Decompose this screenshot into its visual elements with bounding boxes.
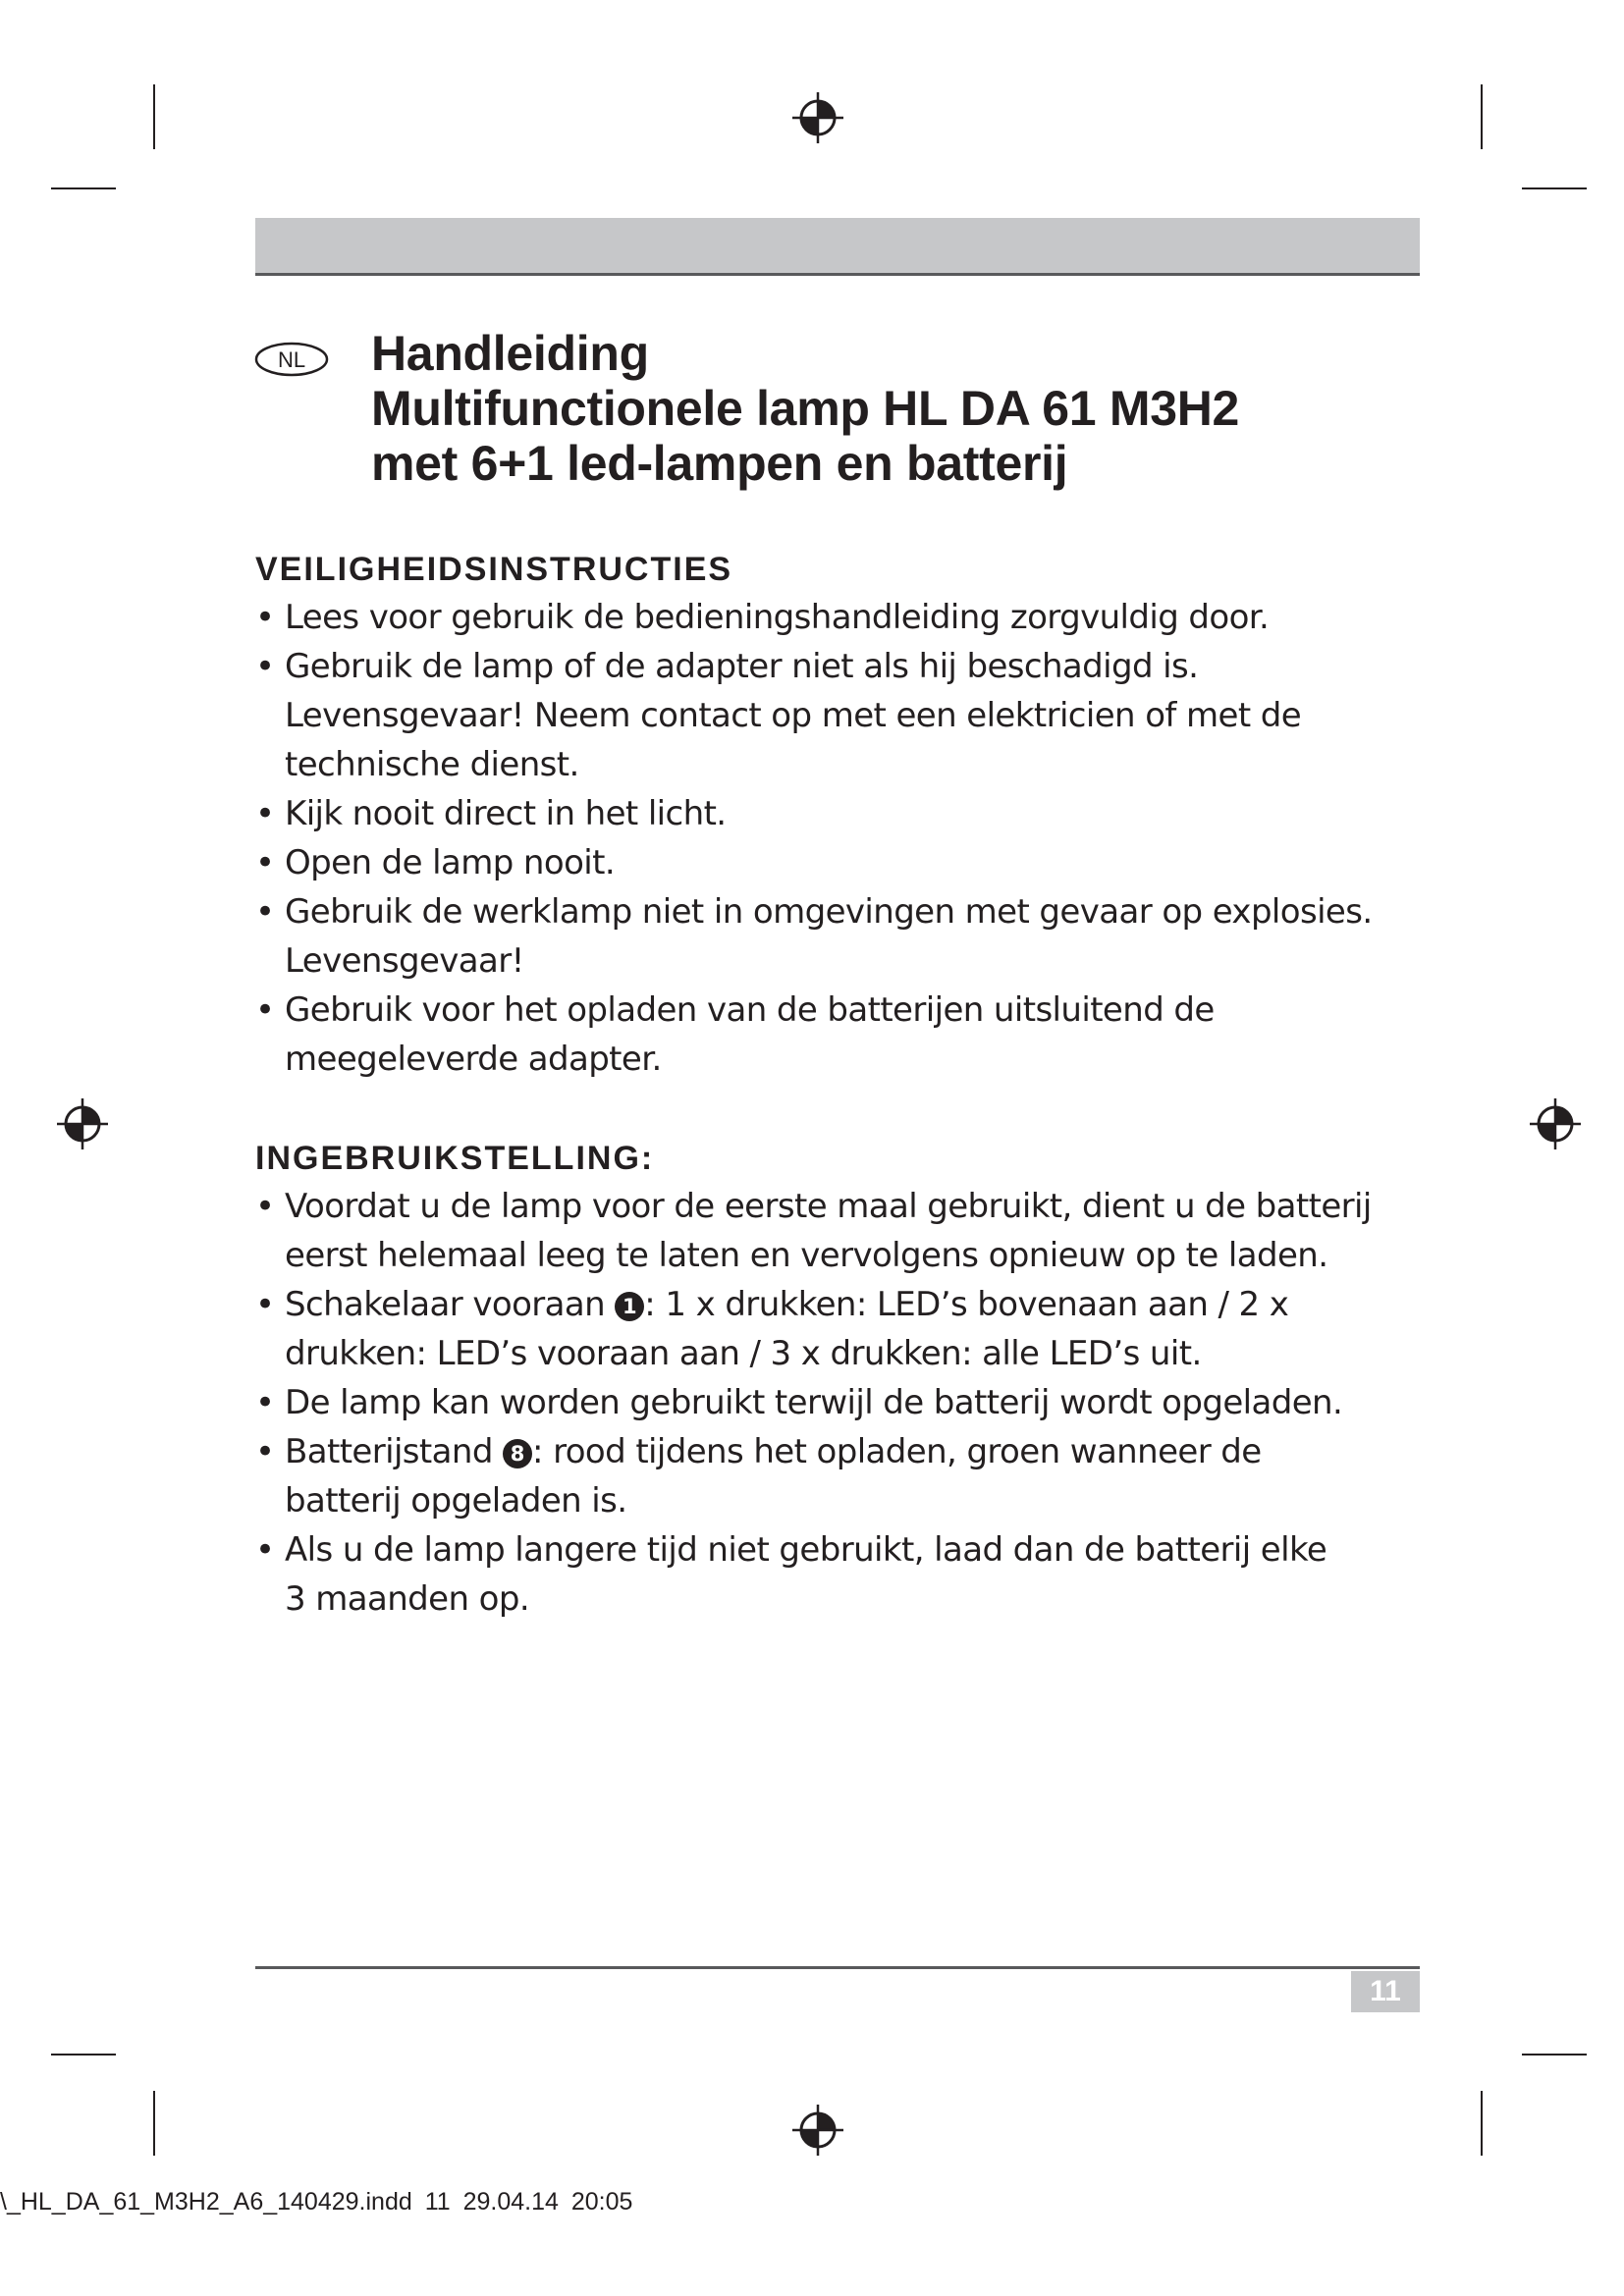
crop-mark-right-top bbox=[1522, 187, 1587, 189]
list-item-text: Batterijstand bbox=[285, 1432, 504, 1471]
list-item-text: batterij opgeladen is. bbox=[285, 1481, 627, 1521]
list-item-line bbox=[285, 1280, 1434, 1329]
list-item-text: technische dienst. bbox=[285, 745, 579, 784]
bullet-icon: • bbox=[255, 1432, 275, 1471]
language-badge-label: NL bbox=[277, 347, 306, 372]
startup-heading: INGEBRUIKSTELLING: bbox=[255, 1140, 655, 1177]
list-item-text: Kijk nooit direct in het licht. bbox=[285, 794, 727, 833]
bullet-icon: • bbox=[255, 598, 275, 637]
crop-mark-bottom-left bbox=[153, 2091, 155, 2156]
bullet-icon: • bbox=[255, 843, 275, 882]
bullet-icon: • bbox=[255, 1187, 275, 1226]
registration-mark-top-icon bbox=[790, 90, 845, 145]
list-item-text: Open de lamp nooit. bbox=[285, 843, 616, 882]
list-item bbox=[255, 1427, 1434, 1525]
list-item-text: Gebruik voor het opladen van de batterijen uitsluitend de bbox=[285, 990, 1215, 1030]
list-item-text: Gebruik de werklamp niet in omgevingen met gevaar op explosies. bbox=[285, 892, 1373, 932]
list-item-text: : 1 x drukken: LED’s bovenaan aan / 2 x bbox=[644, 1285, 1289, 1324]
list-item bbox=[255, 1525, 1434, 1624]
list-item-text: : rood tijdens het opladen, groen wanneer de bbox=[532, 1432, 1262, 1471]
list-item-text: De lamp kan worden gebruikt terwijl de batterij wordt opgeladen. bbox=[285, 1383, 1343, 1422]
list-item bbox=[255, 593, 1434, 642]
title-line: Handleiding bbox=[371, 326, 649, 381]
crop-mark-top-right bbox=[1481, 84, 1483, 149]
list-item bbox=[255, 642, 1434, 789]
safety-list bbox=[255, 593, 1434, 1084]
list-item-text: meegeleverde adapter. bbox=[285, 1040, 662, 1079]
list-item-text: eerst helemaal leeg te laten en vervolgens opnieuw op te laden. bbox=[285, 1236, 1328, 1275]
crop-mark-right-bottom bbox=[1522, 2054, 1587, 2056]
callout-number-icon: 8 bbox=[503, 1439, 532, 1468]
language-badge bbox=[254, 342, 329, 377]
crop-mark-top-left bbox=[153, 84, 155, 149]
list-item-text: Schakelaar vooraan bbox=[285, 1285, 616, 1324]
startup-list bbox=[255, 1182, 1434, 1624]
list-item-text: Levensgevaar! Neem contact op met een elektricien of met de bbox=[285, 696, 1302, 735]
list-item-text: drukken: LED’s vooraan aan / 3 x drukken: alle LED’s uit. bbox=[285, 1334, 1202, 1373]
list-item-text: 3 maanden op. bbox=[285, 1579, 530, 1619]
bullet-icon: • bbox=[255, 647, 275, 686]
list-item bbox=[255, 986, 1434, 1084]
bullet-icon: • bbox=[255, 892, 275, 932]
list-item-text: Levensgevaar! bbox=[285, 941, 524, 981]
bullet-icon: • bbox=[255, 1383, 275, 1422]
list-item bbox=[255, 1182, 1434, 1280]
footer-rule bbox=[255, 1966, 1420, 1969]
page-title bbox=[371, 326, 1432, 491]
safety-heading: VEILIGHEIDSINSTRUCTIES bbox=[255, 551, 733, 588]
crop-mark-left-bottom bbox=[51, 2054, 116, 2056]
crop-mark-bottom-right bbox=[1481, 2091, 1483, 2156]
crop-mark-left-top bbox=[51, 187, 116, 189]
list-item bbox=[255, 789, 1434, 838]
registration-mark-right-icon bbox=[1528, 1096, 1583, 1151]
registration-mark-left-icon bbox=[55, 1096, 110, 1151]
list-item-text: Lees voor gebruik de bedieningshandleiding zorgvuldig door. bbox=[285, 598, 1270, 637]
list-item bbox=[255, 838, 1434, 887]
list-item bbox=[255, 1280, 1434, 1378]
list-item bbox=[255, 887, 1434, 986]
registration-mark-bottom-icon bbox=[790, 2103, 845, 2158]
print-slug: \_HL_DA_61_M3H2_A6_140429.indd 11 29.04.14 20:05 bbox=[0, 2188, 633, 2216]
page-number: 11 bbox=[1351, 1971, 1420, 2012]
bullet-icon: • bbox=[255, 794, 275, 833]
list-item-text: Als u de lamp langere tijd niet gebruikt, laad dan de batterij elke bbox=[285, 1530, 1327, 1570]
bullet-icon: • bbox=[255, 1530, 275, 1570]
list-item-line bbox=[285, 1427, 1434, 1476]
list-item-text: Gebruik de lamp of de adapter niet als hij beschadigd is. bbox=[285, 647, 1199, 686]
callout-number-icon: 1 bbox=[615, 1292, 644, 1321]
title-line: met 6+1 led-lampen en batterij bbox=[371, 436, 1068, 491]
list-item-text: Voordat u de lamp voor de eerste maal gebruikt, dient u de batterij bbox=[285, 1187, 1372, 1226]
list-item bbox=[255, 1378, 1434, 1427]
header-bar bbox=[255, 218, 1420, 276]
bullet-icon: • bbox=[255, 990, 275, 1030]
bullet-icon: • bbox=[255, 1285, 275, 1324]
title-line: Multifunctionele lamp HL DA 61 M3H2 bbox=[371, 381, 1240, 436]
